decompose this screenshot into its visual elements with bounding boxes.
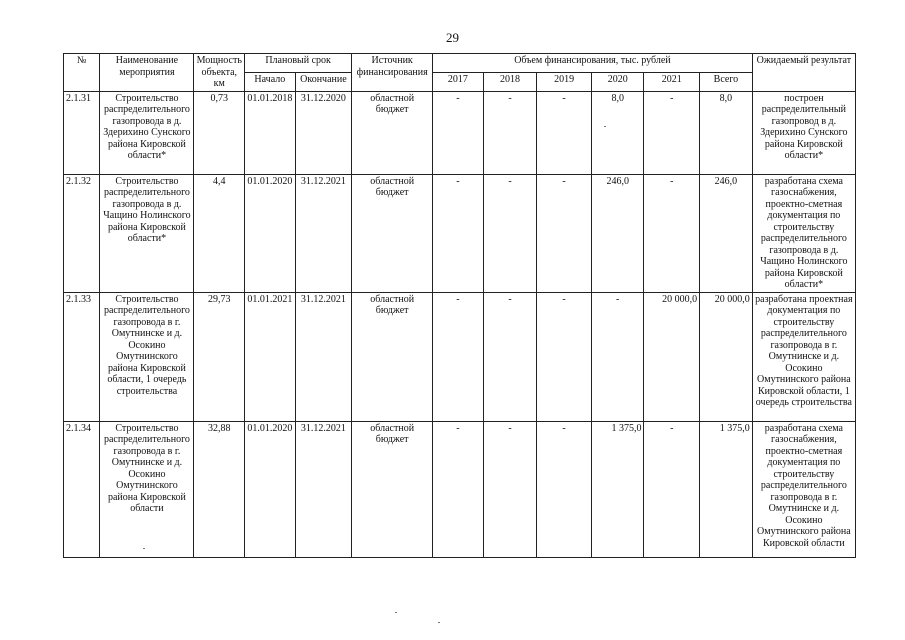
row-source: областной бюджет xyxy=(352,174,433,292)
header-num: № xyxy=(64,54,100,92)
row-2017: - xyxy=(433,421,484,557)
row-start: 01.01.2020 xyxy=(245,421,296,557)
row-start: 01.01.2018 xyxy=(245,91,296,174)
row-2017: - xyxy=(433,174,484,292)
row-end: 31.12.2020 xyxy=(295,91,352,174)
header-year-2017: 2017 xyxy=(433,73,484,91)
row-name: Строительство распределительного газопровода в г. Омутнинске и д. Осокино Омутнинского района Кировской области xyxy=(100,421,194,557)
row-2017: - xyxy=(433,91,484,174)
row-num: 2.1.34 xyxy=(64,421,100,557)
header-year-2020: 2020 xyxy=(591,73,644,91)
row-2020: - xyxy=(591,292,644,421)
header-capacity: Мощность объекта, км xyxy=(194,54,245,92)
header-funding: Объем финансирования, тыс. рублей xyxy=(433,54,753,73)
row-source: областной бюджет xyxy=(352,91,433,174)
row-name: Строительство распределительного газопровода в д. Чащино Нолинского района Кировской области* xyxy=(100,174,194,292)
row-start: 01.01.2021 xyxy=(245,292,296,421)
row-source: областной бюджет xyxy=(352,421,433,557)
header-year-2019: 2019 xyxy=(537,73,592,91)
row-name: Строительство распределительного газопровода в г. Омутнинске и д. Осокино Омутнинского района Кировской области, 1 очередь строительства xyxy=(100,292,194,421)
table-row xyxy=(64,292,856,421)
header-year-2018: 2018 xyxy=(483,73,537,91)
scan-speck xyxy=(395,612,397,613)
header-term-start: Начало xyxy=(245,73,296,91)
row-capacity: 4,4 xyxy=(194,174,245,292)
header-name: Наименование мероприятия xyxy=(100,54,194,92)
row-num: 2.1.32 xyxy=(64,174,100,292)
row-capacity: 32,88 xyxy=(194,421,245,557)
scan-speck xyxy=(604,126,606,127)
row-2020: 1 375,0 xyxy=(591,421,644,557)
row-2021: - xyxy=(644,421,700,557)
header-total: Всего xyxy=(700,73,753,91)
header-term-end: Окончание xyxy=(295,73,352,91)
row-2021: 20 000,0 xyxy=(644,292,700,421)
row-name: Строительство распределительного газопровода в д. Здерихино Сунского района Кировской области* xyxy=(100,91,194,174)
row-2019: - xyxy=(537,421,592,557)
row-2018: - xyxy=(483,292,537,421)
row-result: разработана схема газоснабжения, проектно-сметная документация по строительству распределительного газопровода в г. Омутнинске и д. Осокино Омутнинского района Кировской области xyxy=(752,421,855,557)
row-end: 31.12.2021 xyxy=(295,292,352,421)
row-num: 2.1.33 xyxy=(64,292,100,421)
row-result: разработана проектная документация по строительству распределительного газопровода в г. Омутнинске и д. Осокино Омутнинского района Кировской области, 1 очередь строительства xyxy=(752,292,855,421)
row-2020: 246,0 xyxy=(591,174,644,292)
scan-speck xyxy=(143,548,145,549)
financing-table xyxy=(63,53,856,558)
row-start: 01.01.2020 xyxy=(245,174,296,292)
row-2019: - xyxy=(537,91,592,174)
row-2018: - xyxy=(483,421,537,557)
row-2020: 8,0 xyxy=(591,91,644,174)
row-total: 1 375,0 xyxy=(700,421,753,557)
row-total: 8,0 xyxy=(700,91,753,174)
row-capacity: 29,73 xyxy=(194,292,245,421)
row-2021: - xyxy=(644,174,700,292)
header-source: Источник финансирования xyxy=(352,54,433,92)
row-2018: - xyxy=(483,174,537,292)
row-end: 31.12.2021 xyxy=(295,174,352,292)
row-2018: - xyxy=(483,91,537,174)
table-row xyxy=(64,91,856,174)
row-total: 20 000,0 xyxy=(700,292,753,421)
header-result: Ожидаемый результат xyxy=(752,54,855,92)
table-row xyxy=(64,421,856,557)
header-term: Плановый срок xyxy=(245,54,352,73)
table-row xyxy=(64,174,856,292)
row-source: областной бюджет xyxy=(352,292,433,421)
row-2019: - xyxy=(537,174,592,292)
row-result: построен распределительный газопровод в д. Здерихино Сунского района Кировской области* xyxy=(752,91,855,174)
page-number: 29 xyxy=(446,30,459,45)
row-2021: - xyxy=(644,91,700,174)
scan-speck xyxy=(438,622,440,623)
row-capacity: 0,73 xyxy=(194,91,245,174)
row-result: разработана схема газоснабжения, проектно-сметная документация по строительству распределительного газопровода в д. Чащино Нолинского района Кировской области* xyxy=(752,174,855,292)
row-num: 2.1.31 xyxy=(64,91,100,174)
row-2017: - xyxy=(433,292,484,421)
row-2019: - xyxy=(537,292,592,421)
row-end: 31.12.2021 xyxy=(295,421,352,557)
header-year-2021: 2021 xyxy=(644,73,700,91)
row-total: 246,0 xyxy=(700,174,753,292)
